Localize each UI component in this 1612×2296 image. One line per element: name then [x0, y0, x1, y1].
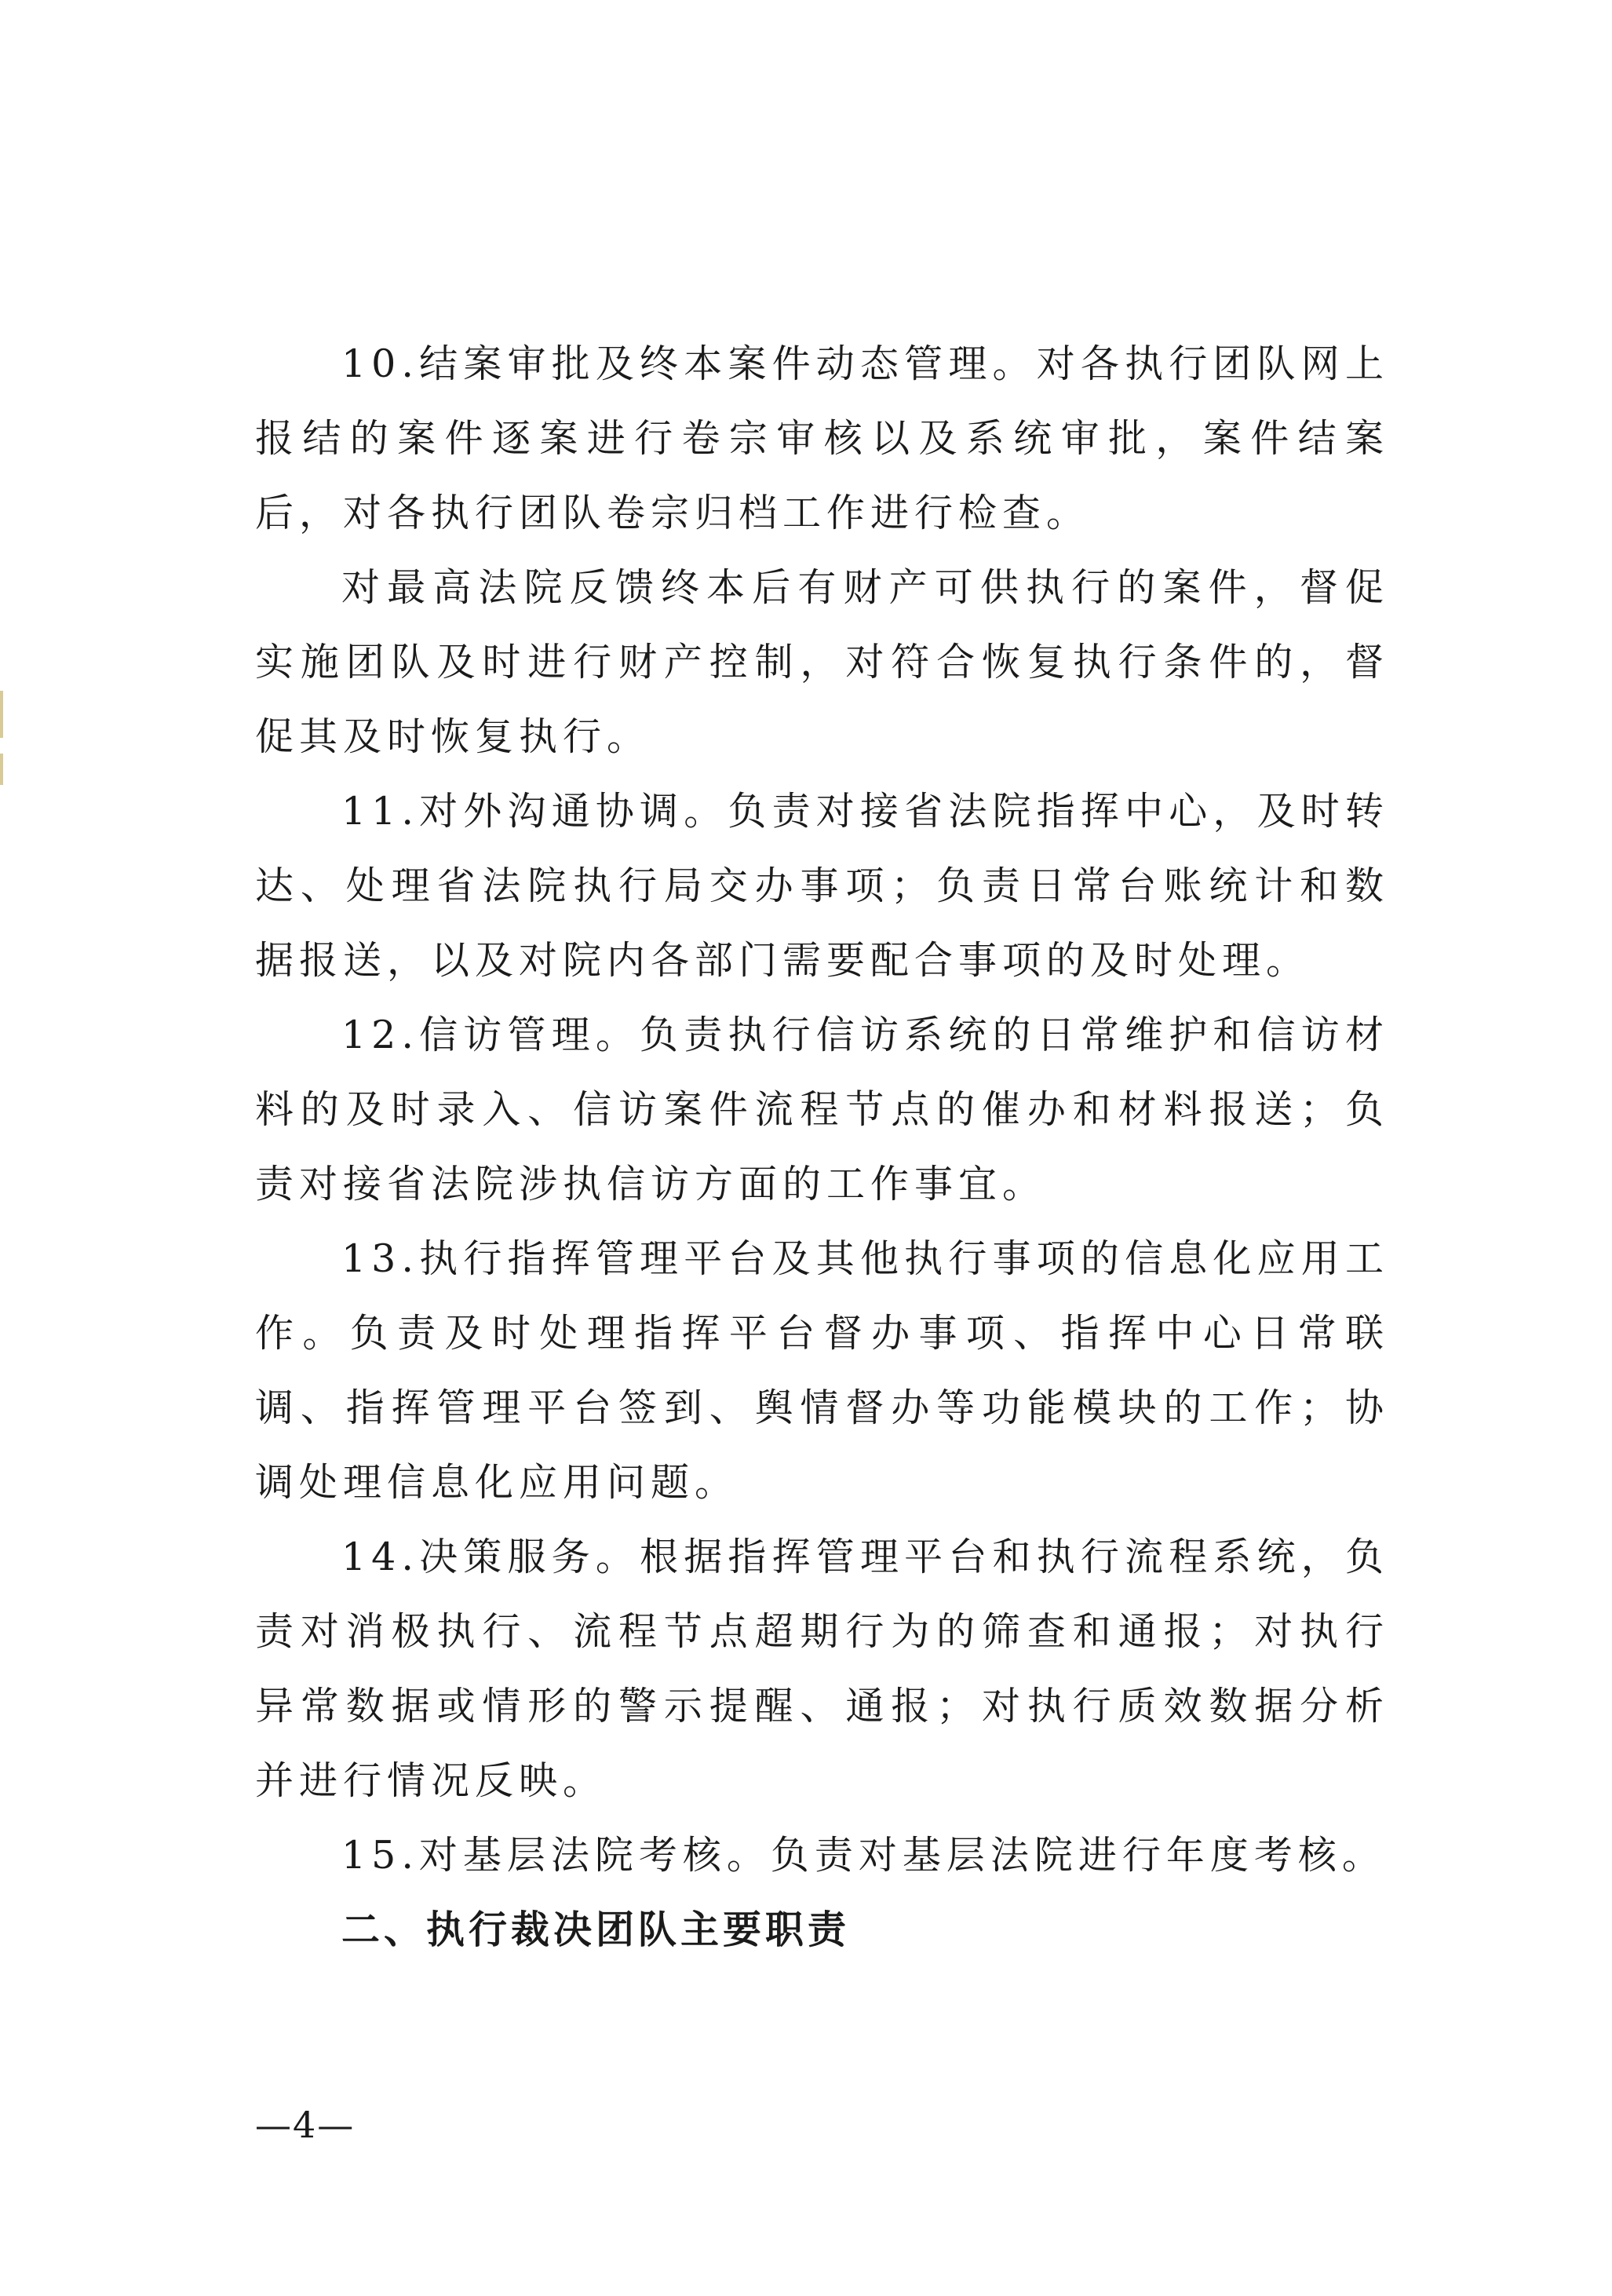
- paragraph-item-13: 13.执行指挥管理平台及其他执行事项的信息化应用工作。负责及时处理指挥平台督办事项、指挥中心日常联调、指挥管理平台签到、舆情督办等功能模块的工作；协调处理信息化应用问题。: [255, 1236, 1389, 1505]
- paragraph-item-14: 14.决策服务。根据指挥管理平台和执行流程系统，负责对消极执行、流程节点超期行为的筛查和通报；对执行异常数据或情形的警示提醒、通报；对执行质效数据分析并进行情况反映。: [255, 1535, 1389, 1803]
- paragraph-item-15: 15.对基层法院考核。负责对基层法院进行年度考核。: [341, 1833, 1386, 1878]
- document-body: [255, 327, 1389, 1967]
- scan-edge-mark: [0, 754, 3, 785]
- paragraph-final-case-followup: 对最高法院反馈终本后有财产可供执行的案件，督促实施团队及时进行财产控制，对符合恢复执行条件的，督促其及时恢复执行。: [255, 565, 1389, 759]
- paragraph-item-10: 10.结案审批及终本案件动态管理。对各执行团队网上报结的案件逐案进行卷宗审核以及系统审批，案件结案后，对各执行团队卷宗归档工作进行检查。: [255, 341, 1389, 535]
- section-heading: 二、执行裁决团队主要职责: [341, 1907, 851, 1952]
- page-number: —4—: [255, 2104, 356, 2146]
- paragraph-item-11: 11.对外沟通协调。负责对接省法院指挥中心，及时转达、处理省法院执行局交办事项；负责日常台账统计和数据报送，以及对院内各部门需要配合事项的及时处理。: [255, 789, 1389, 983]
- scan-edge-mark: [0, 691, 3, 738]
- paragraph-item-12: 12.信访管理。负责执行信访系统的日常维护和信访材料的及时录入、信访案件流程节点的催办和材料报送；负责对接省法院涉执信访方面的工作事宜。: [255, 1013, 1389, 1206]
